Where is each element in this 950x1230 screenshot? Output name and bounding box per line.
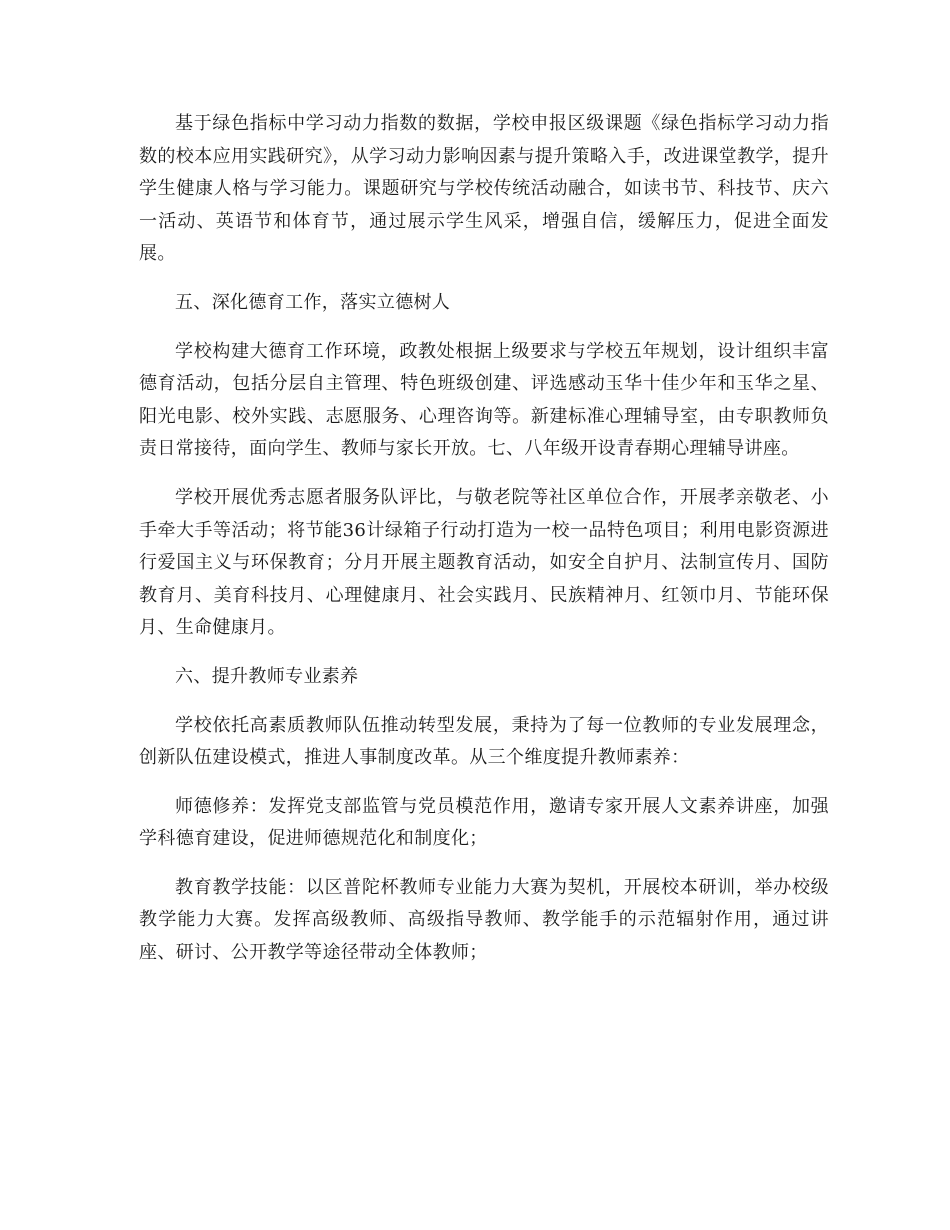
paragraph-volunteer-activities: 学校开展优秀志愿者服务队评比，与敬老院等社区单位合作，开展孝亲敬老、小手牵大手等活动；将节能36计绿箱子行动打造为一校一品特色项目；利用电影资源进行爱国主义与环保教育；分月开展主题教育活动，如安全自护月、法制宣传月、国防教育月、美育科技月、心理健康月、社会实践月、民族精神月、红领巾月、节能环保月、生命健康月。 [139, 486, 829, 639]
paragraph-research-project: 基于绿色指标中学习动力指数的数据，学校申报区级课题《绿色指标学习动力指数的校本应用实践研究》，从学习动力影响因素与提升策略入手，改进课堂教学，提升学生健康人格与学习能力。课题研究与学校传统活动融合，如读书节、科技节、庆六一活动、英语节和体育节，通过展示学生风采，增强自信，缓解压力，促进全面发展。 [139, 113, 829, 265]
document-body [139, 108, 829, 986]
paragraph-moral-environment: 学校构建大德育工作环境，政教处根据上级要求与学校五年规划，设计组织丰富德育活动，包括分层自主管理、特色班级创建、评选感动玉华十佳少年和玉华之星、阳光电影、校外实践、志愿服务、心理咨询等。新建标准心理辅导室，由专职教师负责日常接待，面向学生、教师与家长开放。七、八年级开设青春期心理辅导讲座。 [139, 340, 829, 460]
paragraph-teaching-skills: 教育教学技能：以区普陀杯教师专业能力大赛为契机，开展校本研训，举办校级教学能力大赛。发挥高级教师、高级指导教师、教学能手的示范辐射作用，通过讲座、研讨、公开教学等途径带动全体教师； [139, 876, 829, 964]
section-heading-moral-education: 五、深化德育工作，落实立德树人 [175, 291, 451, 313]
paragraph-teacher-team: 学校依托高素质教师队伍推动转型发展，秉持为了每一位教师的专业发展理念，创新队伍建设模式，推进人事制度改革。从三个维度提升教师素养： [139, 714, 829, 769]
section-heading-teacher-development: 六、提升教师专业素养 [175, 665, 359, 687]
paragraph-teacher-ethics: 师德修养：发挥党支部监管与党员模范作用，邀请专家开展人文素养讲座，加强学科德育建设，促进师德规范化和制度化； [139, 795, 829, 850]
